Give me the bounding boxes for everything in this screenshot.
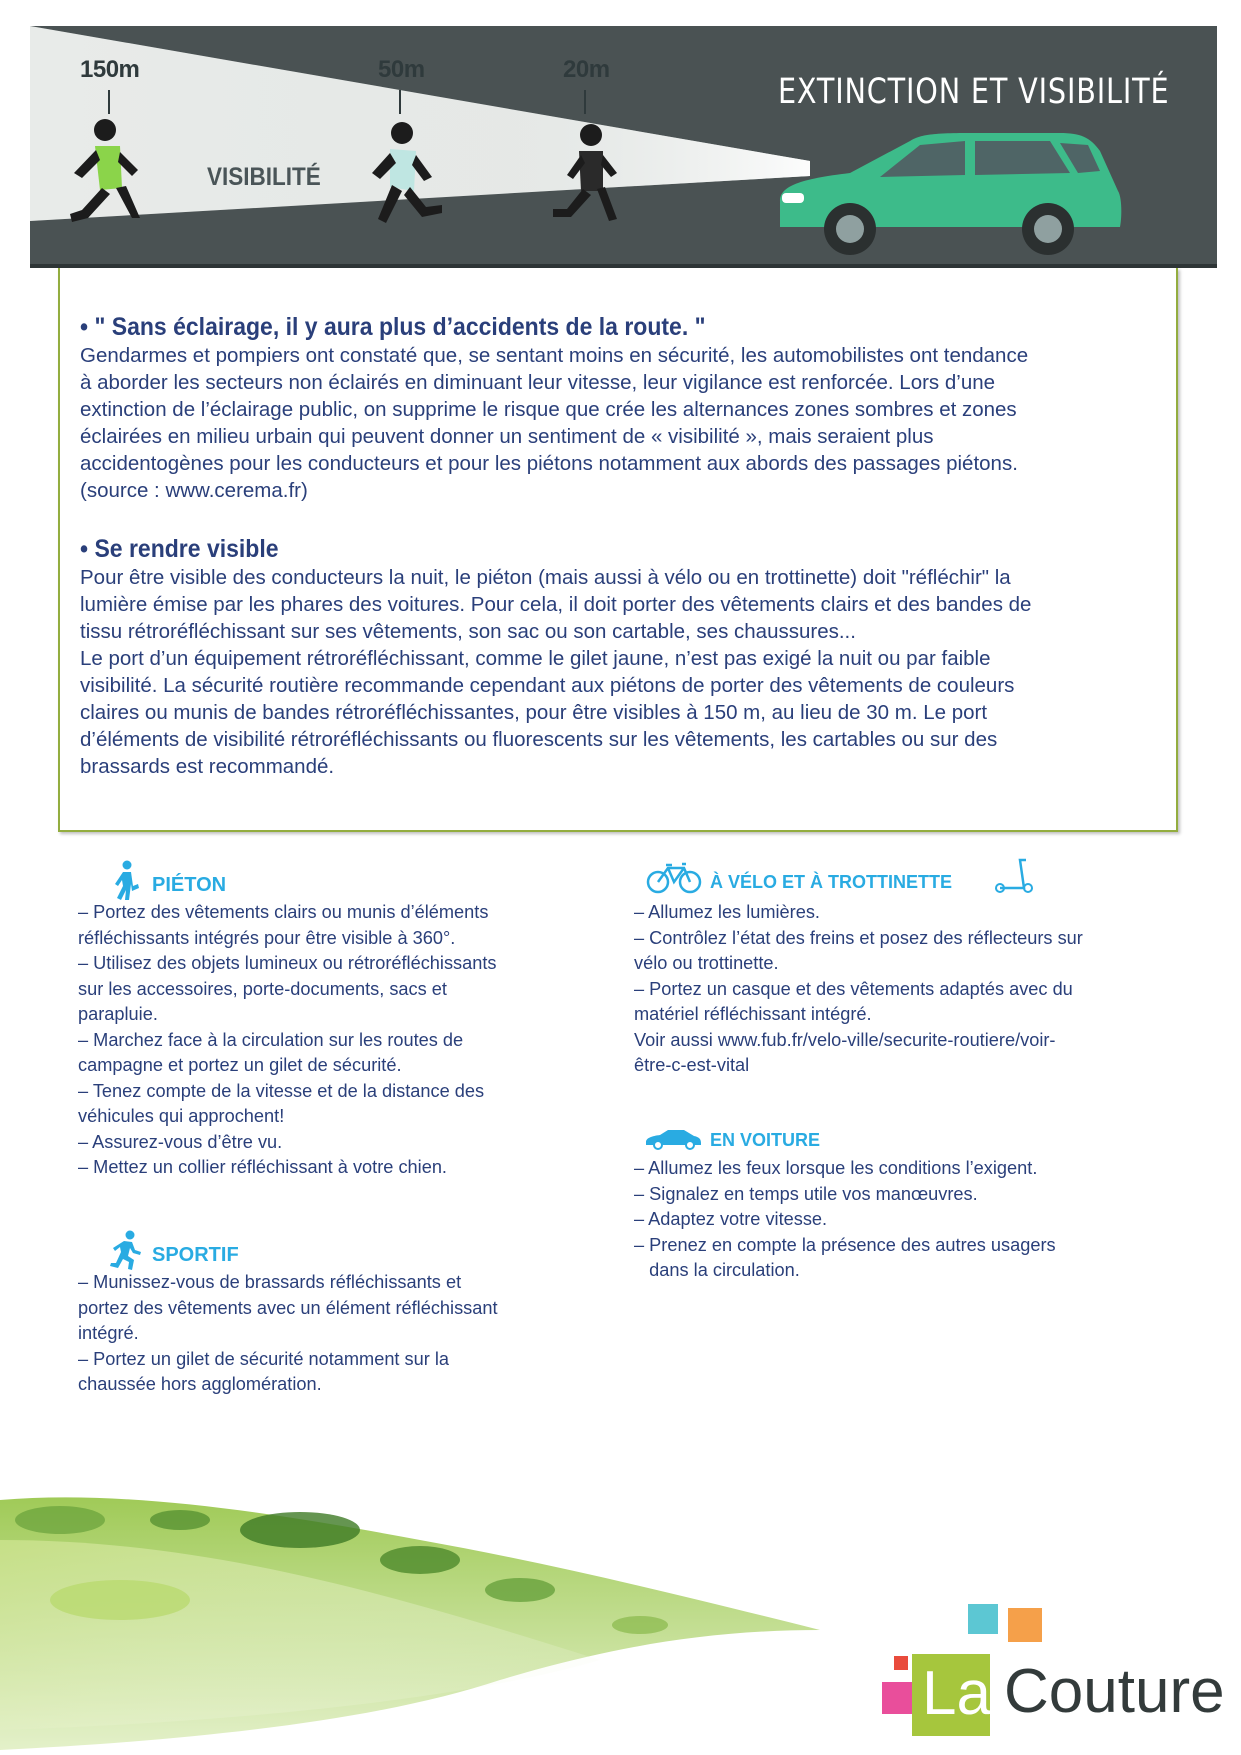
list-item: – Assurez-vous d’être vu. <box>78 1131 283 1152</box>
list-item: campagne et portez un gilet de sécurité. <box>78 1055 402 1075</box>
text-line: à aborder les secteurs non éclairés en diminuant leur vitesse, leur vigilance est renforcée. Lors d’une <box>80 371 996 394</box>
runner-blue-icon <box>360 121 450 231</box>
list-item: – Mettez un collier réfléchissant à votre chien. <box>78 1157 447 1177</box>
text-line: claires ou munis de bandes rétroréfléchissantes, pour être visibles à 150 m, au lieu de 30 m. Le port <box>80 701 988 724</box>
advice-list <box>78 900 608 1181</box>
list-item: sur les accessoires, porte-documents, sacs et <box>78 978 447 999</box>
column-pieton <box>78 868 608 1181</box>
banner-title: EXTINCTION ET VISIBILITÉ <box>777 72 1169 112</box>
list-item: intégré. <box>78 1323 139 1343</box>
list-item: matériel réfléchissant intégré. <box>634 1004 872 1024</box>
advice-list <box>634 900 1194 1079</box>
column-sportif <box>78 1238 608 1398</box>
advice-list <box>634 1156 1194 1284</box>
list-item: – Prenez en compte la présence des autres usagers <box>634 1234 1056 1255</box>
logo-square <box>1008 1608 1042 1642</box>
list-item: – Allumez les lumières. <box>634 902 820 922</box>
list-item: – Portez un casque et des vêtements adaptés avec du <box>634 978 1073 999</box>
column-header <box>634 868 1194 900</box>
list-item: Voir aussi www.fub.fr/velo-ville/securite-routiere/voir- <box>634 1029 1056 1050</box>
list-item: – Marchez face à la circulation sur les routes de <box>78 1029 464 1050</box>
list-item: portez des vêtements avec un élément réfléchissant <box>78 1297 498 1318</box>
header-banner <box>30 26 1217 268</box>
column-voiture <box>634 1130 1194 1284</box>
runner-dark-icon <box>545 123 635 233</box>
text-line: brassards est recommandé. <box>80 755 335 778</box>
distance-label: 150m <box>80 56 140 83</box>
scooter-icon <box>994 858 1034 894</box>
list-item: vélo ou trottinette. <box>634 953 779 973</box>
text-line: visibilité. La sécurité routière recommande cependant aux piétons de porter des vêtements de couleurs <box>80 674 1015 697</box>
list-item: réfléchissants intégrés pour être visible à 360°. <box>78 927 456 948</box>
column-header <box>634 1130 1194 1156</box>
la-couture-logo <box>868 1594 1228 1744</box>
list-item: être-c-est-vital <box>634 1055 750 1075</box>
list-item: parapluie. <box>78 1004 158 1024</box>
text-line: éclairées en milieu urbain qui peuvent donner un sentiment de « visibilité », mais seraient plus <box>80 425 934 448</box>
section-text <box>80 342 1155 504</box>
section-visible <box>80 534 1155 780</box>
section-text <box>80 564 1155 780</box>
advice-list <box>78 1270 608 1398</box>
bicycle-icon <box>646 862 702 894</box>
column-header <box>78 1238 608 1270</box>
logo-square <box>882 1682 914 1714</box>
car-illustration <box>770 131 1130 261</box>
list-item: – Contrôlez l’état des freins et posez des réflecteurs sur <box>634 927 1083 948</box>
column-title: PIÉTON <box>152 874 227 896</box>
text-line: tissu rétroréfléchissant sur ses vêtements, son sac ou son cartable, ses chaussures... <box>80 620 856 643</box>
section-lighting <box>80 312 1155 504</box>
list-item: – Allumez les feux lorsque les conditions l’exigent. <box>634 1158 1038 1178</box>
column-title: À VÉLO ET À TROTTINETTE <box>710 872 952 892</box>
section-heading: • " Sans éclairage, il y aura plus d’accidents de la route. " <box>80 313 706 341</box>
text-line: extinction de l’éclairage public, on supprime le risque que crée les alternances zones sombres et zones <box>80 398 1017 421</box>
column-title: SPORTIF <box>152 1244 239 1266</box>
logo-square <box>968 1604 998 1634</box>
runner-green-icon <box>60 118 150 228</box>
list-item: – Adaptez votre vitesse. <box>634 1209 828 1229</box>
text-line: Le port d’un équipement rétroréfléchissant, comme le gilet jaune, n’est pas exigé la nuit ou par faible <box>80 647 991 670</box>
list-item: chaussée hors agglomération. <box>78 1374 322 1394</box>
distance-label: 20m <box>563 56 610 83</box>
text-line: lumière émise par les phares des voitures. Pour cela, il doit porter des vêtements clairs et des bandes de <box>80 593 1032 616</box>
column-header <box>78 868 608 900</box>
distance-marker <box>399 90 401 114</box>
distance-label: 50m <box>378 56 425 83</box>
list-item: – Tenez compte de la vitesse et de la distance des <box>78 1080 485 1101</box>
section-heading: • Se rendre visible <box>80 535 279 563</box>
distance-marker <box>108 90 110 114</box>
car-icon <box>644 1128 702 1150</box>
logo-la: La <box>922 1659 991 1728</box>
text-line: Gendarmes et pompiers ont constaté que, se sentant moins en sécurité, les automobilistes ont tendance <box>80 344 1029 367</box>
list-item: dans la circulation. <box>634 1260 800 1280</box>
list-item: – Portez un gilet de sécurité notamment sur la <box>78 1348 450 1369</box>
visibility-label: VISIBILITÉ <box>207 163 321 191</box>
column-title: EN VOITURE <box>710 1130 821 1150</box>
info-box <box>58 268 1178 832</box>
text-line: Pour être visible des conducteurs la nuit, le piéton (mais aussi à vélo ou en trottinette) doit "réfléchir" la <box>80 566 1011 589</box>
list-item: – Utilisez des objets lumineux ou rétroréfléchissants <box>78 953 497 973</box>
list-item: – Munissez-vous de brassards réfléchissants et <box>78 1272 462 1292</box>
text-line: (source : www.cerema.fr) <box>80 479 308 502</box>
column-velo <box>634 868 1194 1079</box>
list-item: – Signalez en temps utile vos manœuvres. <box>634 1183 978 1204</box>
logo-square <box>894 1656 908 1670</box>
text-line: accidentogènes pour les conducteurs et pour les piétons notamment aux abords des passages piétons. <box>80 452 1018 475</box>
list-item: véhicules qui approchent! <box>78 1106 285 1126</box>
text-line: d’éléments de visibilité rétroréfléchissants ou fluorescents sur les vêtements, les cartables ou sur des <box>80 728 998 751</box>
distance-marker <box>584 90 586 114</box>
walking-person-icon <box>114 860 140 902</box>
list-item: – Portez des vêtements clairs ou munis d’éléments <box>78 902 489 922</box>
running-person-icon <box>108 1230 142 1270</box>
logo-couture: Couture <box>1004 1657 1225 1726</box>
